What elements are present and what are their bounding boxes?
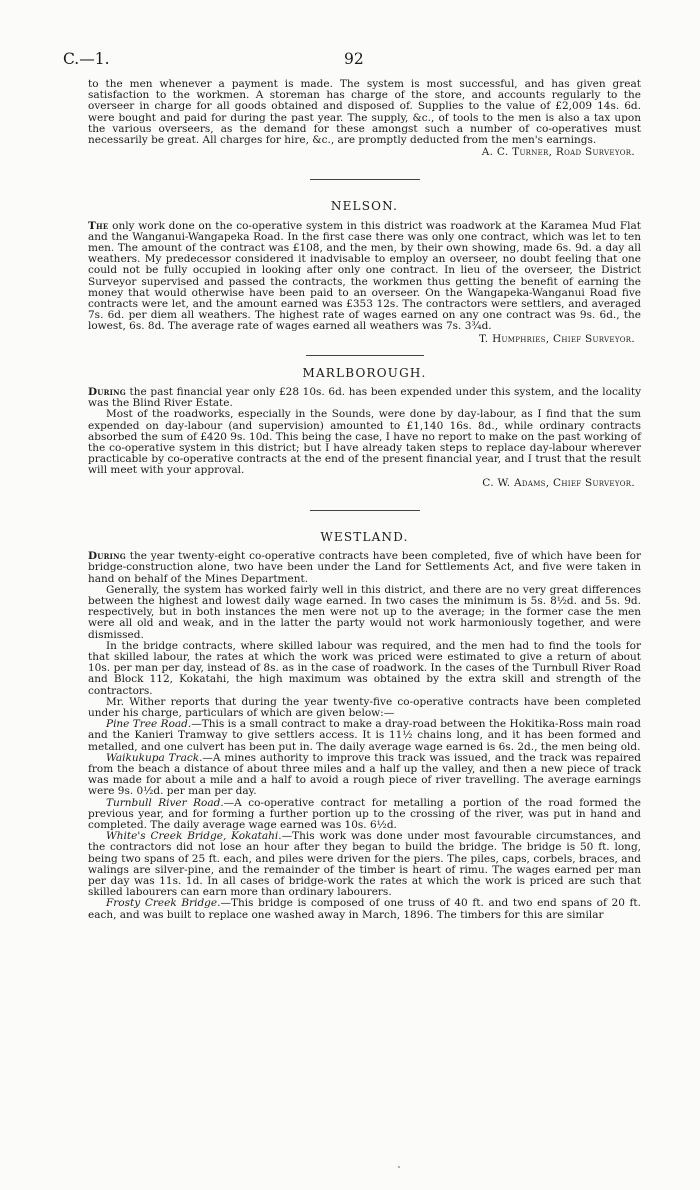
document-reference: C.—1.: [63, 50, 110, 68]
section-divider: [310, 510, 420, 511]
page-header: [63, 50, 643, 68]
intro-paragraph: to the men whenever a payment is made. The system is most successful, and has given great satisfaction to the workmen. A storeman has charge of the store, and accounts regularly to the overseer in charge for all goods obtained and disposed of. Supplies to the value of £2,009 14s. 6d. were bought and paid for during the past year. The supply, &c., of tools to the men is also a tax upon the various overseers, as the demand for these amongst such a number of co-operatives must necessarily be great. All charges for hire, &c., are promptly deducted from the men's earnings.: [88, 78, 641, 147]
marlborough-heading: MARLBOROUGH.: [302, 365, 427, 380]
marlborough-paragraph-1: [88, 387, 641, 409]
westland-lead-word: During: [88, 550, 126, 563]
frosty-creek-bridge-title: Frosty Creek Bridge.: [106, 897, 221, 910]
marlborough-paragraph-2: Most of the roadworks, especially in the Sounds, were done by day-labour, as I find that the sum expended on day-labour (and supervision) amounted to £1,140 16s. 8d., while ordinary contracts absorbed the sum of £420 9s. 10d. This being the case, I have no report to make on the past working of the co-operative system in this district; but I have already taken steps to replace day-labour wherever practicable by co-operative contracts at the end of the present financial year, and I trust that the result will meet with your approval.: [88, 408, 641, 477]
adams-signature: C. W. Adams, Chief Surveyor.: [482, 476, 635, 489]
whites-creek-bridge-text: —This work was done under most favourable circumstances, and the contractors did not lose an hour after they began to build the bridge. The bridge is 50 ft. long, being two spans of 25 ft. each, and piles were driven for the piers. The piles, caps, corbels, braces, and walings are silver-pine, and the remainder of the timber is heart of rimu. The wages earned per man per day was 11s. 1d. In all cases of bridge-work the rates at which the work is priced are such that skilled labourers can earn more than ordinary labourers.: [88, 830, 641, 899]
marlborough-lead-word: During: [88, 386, 126, 399]
turnbull-river-road-title: Turnbull River Road.: [106, 796, 224, 809]
waikukupa-track-text: —A mines authority to improve this track was issued, and the track was repaired from the beach a distance of about three miles and a half up the valley, and then a new piece of track was made for about a mile and a half to avoid a rough piece of river travelling. The average earnings were 9s. 0½d. per man per day.: [88, 751, 641, 798]
nelson-text: only work done on the co-operative system in this district was roadwork at the Karamea Mud Flat and the Wanganui-Wangapeka Road. In the first case there was only one contract, which was let to ten men. The amount of the contract was £108, and the men, by their own showing, made 6s. 9d. a day all weathers. My predecessor considered it inadvisable to employ an overseer, no doubt feeling that one could not be fully occupied in looking after only one contract. In lieu of the overseer, the District Surveyor supervised and passed the contracts, the workmen thus getting the benefit of earning the money that would otherwise have been paid to an overseer. On the Wangapeka-Wanganui Road five contracts were let, and the amount earned was £353 12s. The contractors were settlers, and averaged 7s. 6d. per diem all weathers. The highest rate of wages earned on any one contract was 9s. 6d., the lowest, 6s. 8d. The average rate of wages earned all weathers was 7s. 3¾d.: [88, 219, 641, 333]
frosty-creek-bridge-text: —This bridge is composed of one truss of 40 ft. and two end spans of 20 ft. each, and was built to replace one washed away in March, 1896. The timbers for this are similar: [88, 897, 641, 921]
pine-tree-road-title: Pine Tree Road.: [106, 718, 192, 731]
pine-tree-road-text: —This is a small contract to make a dray-road between the Hokitika-Ross main road and the Kanieri Tramway to give settlers access. It is 11½ chains long, and it has been formed and metalled, and one culvert has been put in. The daily average wage earned is 6s. 2d., the men being old.: [88, 718, 641, 753]
turnbull-river-road-text: —A co-operative contract for metalling a portion of the road formed the previous year, and for forming a further portion up to the crossing of the river, was put in hand and completed. The daily average wage earned was 10s. 6½d.: [88, 796, 641, 831]
nelson-paragraph: [88, 221, 641, 333]
humphries-signature: T. Humphries, Chief Surveyor.: [479, 332, 635, 345]
marlborough-text-1: the past financial year only £28 10s. 6d. has been expended under this system, and the locality was the Blind River Estate.: [88, 386, 641, 410]
turnbull-river-road-paragraph: [88, 798, 641, 832]
nelson-heading: NELSON.: [330, 199, 399, 214]
westland-paragraph-1: [88, 551, 641, 585]
nelson-lead-word: The: [88, 219, 109, 232]
whites-creek-bridge-paragraph: [88, 831, 641, 898]
section-divider: [306, 355, 424, 356]
whites-creek-bridge-title: White's Creek Bridge, Kokatahi.: [106, 830, 282, 843]
westland-paragraph-4: Mr. Wither reports that during the year twenty-five co-operative contracts have been completed under his charge, particulars of which are given below:—: [88, 695, 641, 719]
westland-heading: WESTLAND.: [320, 529, 409, 544]
section-divider: [310, 179, 420, 180]
page-body: [88, 79, 641, 921]
waikukupa-track-paragraph: [88, 753, 641, 798]
waikukupa-track-title: Waikukupa Track.: [106, 751, 203, 764]
westland-paragraph-3: In the bridge contracts, where skilled labour was required, and the men had to find the tools for that skilled labour, the rates at which the work was priced were estimated to give a return of about 10s. per man per day, instead of 8s. as in the case of roadwork. In the cases of the Turnbull River Road and Block 112, Kokatahi, the high maximum was obtained by the extra skill and strength of the contractors.: [88, 639, 641, 697]
turner-signature: A. C. Turner, Road Surveyor.: [481, 146, 635, 159]
frosty-creek-bridge-paragraph: [88, 898, 641, 920]
pine-tree-road-paragraph: [88, 719, 641, 753]
westland-paragraph-2: Generally, the system has worked fairly well in this district, and there are no very great differences between the highest and lowest daily wage earned. In two cases the minimum is 5s. 8½d. and 5s. 9d. respectively, but in both instances the men were not up to the average; in the former case the men were all old and weak, and in the latter the party would not work harmoniously together, and were dismissed.: [88, 583, 641, 641]
page-speck: [398, 1166, 400, 1168]
westland-text-1: the year twenty-eight co-operative contracts have been completed, five of which have been for bridge-construction alone, two have been under the Land for Settlements Act, and five were taken in hand on behalf of the Mines Department.: [88, 550, 641, 585]
page-number: 92: [344, 50, 364, 68]
